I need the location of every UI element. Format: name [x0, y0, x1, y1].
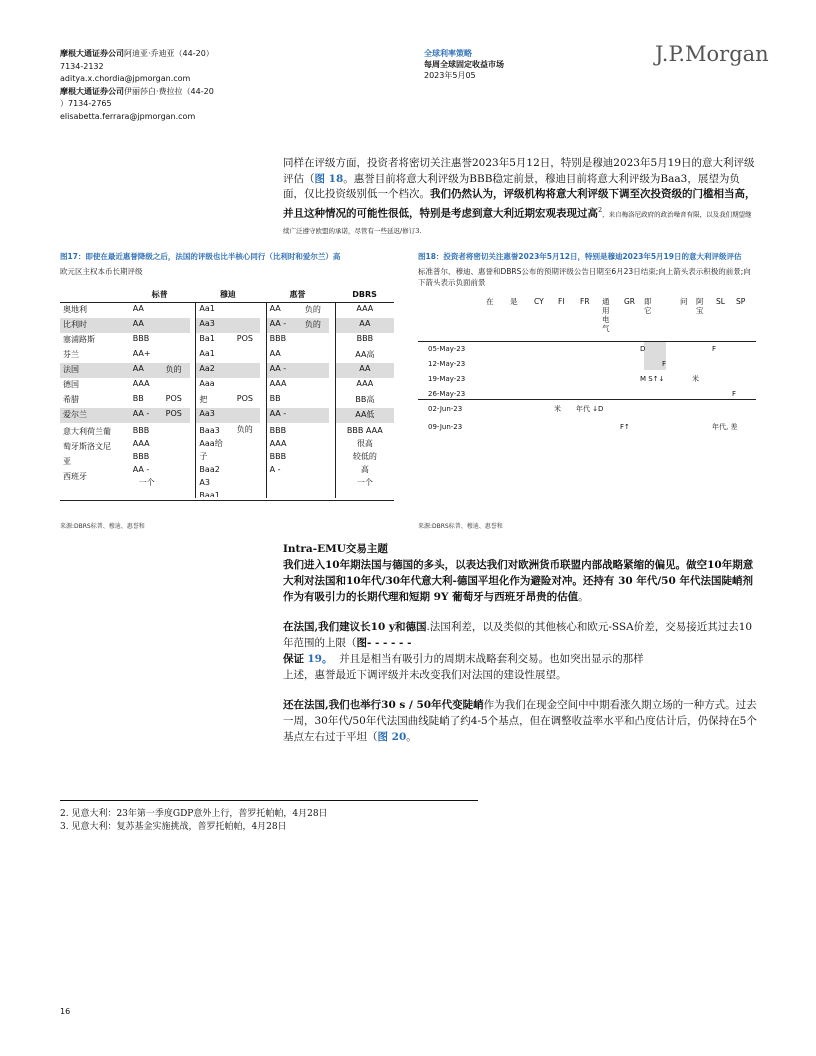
calendar-body — [418, 342, 756, 442]
para1-end: 。 — [578, 591, 589, 603]
author-phone: （44-20 — [182, 86, 214, 96]
calendar-column-header: 问 — [680, 297, 688, 306]
footnotes — [60, 808, 328, 833]
intro-text: 。惠誉目前将意大利评级为BBB稳定前景，穆迪目前将意大利评级为Baa3，展望为负面，仅比投资级别低一个档次。 — [283, 172, 740, 200]
col-header-fitch: 惠誉 — [289, 290, 306, 299]
cell-d: AA高 — [335, 348, 394, 363]
intro-footnote-text: ，来自梅洛尼政府的政治噪音有限，以及我们期望继续广泛遵守欧盟的承诺，尽管有一些延迟/修订3. — [283, 210, 752, 235]
calendar-date: 19-May-23 — [428, 375, 466, 383]
calendar-column-header: 通用电气 — [602, 297, 610, 333]
section-paragraph-3 — [283, 697, 759, 745]
report-title: 全球利率策略 — [424, 49, 472, 58]
cell-m: Aa3 — [196, 318, 234, 333]
report-date: 2023年5月05 — [424, 71, 476, 80]
calendar-event: 年代 ↓ — [576, 405, 599, 413]
cell-sp: AA - — [130, 408, 163, 423]
cell-m: Aa3 — [196, 408, 234, 423]
rating-calendar — [418, 293, 756, 442]
calendar-date: 09-Jun-23 — [428, 423, 463, 431]
para3-end: 。 — [406, 731, 417, 743]
figure-17-subtitle: 欧元区主权本币长期评级 — [60, 267, 143, 276]
cell-sp: BB — [132, 394, 144, 403]
calendar-column-header: FR — [580, 297, 590, 306]
para1-bold: 我们进入10年期法国与德国的多头，以表达我们对欧洲货币联盟内部战略紧缩的偏见。做空10年期意大利对法国和10年代/30年代意大利-德国平坦化作为避险对冲。还持有 30 年代/50 年代法国陡峭剂作为有吸引力的长期代理和短期 9Y 葡萄牙与西班牙昂贵的估值 — [283, 559, 754, 603]
calendar-column-header: 即它 — [644, 297, 652, 315]
cell-f-o — [302, 348, 329, 363]
calendar-event: D — [640, 345, 646, 353]
calendar-divider — [418, 399, 756, 400]
para2-text: .法国利差，以及类似的其他核心和欧元-SSA价差，交易接近其过去10年范围的上限（ — [283, 621, 753, 649]
figure-18-source: 来源:DBRS标普、穆迪、惠誉和 — [418, 523, 503, 530]
table-row — [60, 318, 394, 333]
cell-sp: AA — [130, 363, 163, 378]
calendar-date: 12-May-23 — [428, 360, 466, 368]
cell-m-o: POS — [236, 334, 253, 343]
calendar-event: M S↑↓ — [640, 375, 665, 383]
cell-sp: AA — [132, 304, 144, 313]
col-header-dbrs: DBRS — [352, 290, 377, 299]
calendar-column-header: FI — [558, 297, 565, 306]
author-name: 阿迪亚·乔迪亚 — [124, 49, 175, 58]
calendar-event: 米 — [554, 405, 561, 413]
table-row — [60, 378, 394, 393]
cell-sp-o — [163, 348, 190, 363]
tail-countries: 意大利荷兰葡 萄牙斯洛文尼 亚 西班牙 — [63, 427, 111, 481]
section-paragraph-2 — [283, 619, 759, 683]
figure-link[interactable]: 图- - - - - - — [356, 637, 412, 649]
cell-f-o — [302, 378, 329, 393]
intro-paragraph — [283, 156, 758, 239]
tail-moodys-outlook: 负的 — [236, 425, 253, 434]
figure-17-source: 来源:DBRS标普、穆迪、惠誉和 — [60, 523, 145, 530]
intro-text: 同样在评级方面，投资者将密切关注惠誉2023年5月12日，特别是穆迪2023年5月19日的意大利评级评估（ — [283, 157, 755, 185]
cell-sp: BBB — [132, 334, 150, 343]
cell-f-o: 负的 — [304, 305, 321, 314]
tail-fitch: BBB AAA BBB A - — [266, 423, 302, 498]
calendar-event: 米 — [692, 375, 699, 383]
cell-sp-o — [163, 378, 190, 393]
table-row — [60, 363, 394, 378]
cell-f: AA - — [266, 408, 302, 423]
cell-m: Ba1 — [196, 333, 234, 348]
cell-m: Aa1 — [196, 348, 234, 363]
para2-bold-2: 保证 — [283, 653, 304, 665]
cell-sp: AA — [130, 318, 163, 333]
calendar-date: 02-Jun-23 — [428, 405, 463, 413]
calendar-column-header: 是 — [510, 297, 518, 306]
calendar-event: D — [598, 405, 604, 413]
calendar-column-header: 阿宝 — [696, 297, 704, 315]
section-paragraph-1 — [283, 557, 759, 605]
table-row — [60, 303, 394, 319]
figure-17 — [60, 251, 400, 530]
cell-f-o — [302, 393, 329, 408]
para2-bold: 在法国,我们建议长10 y和德国 — [283, 621, 427, 633]
table-header — [60, 287, 394, 303]
cell-f: AA — [266, 348, 302, 363]
calendar-event: F — [712, 345, 717, 353]
figure-19-link[interactable]: 19。 — [307, 653, 333, 665]
author-phone: 7134-2132 — [60, 61, 104, 71]
cell-sp-o: 负的 — [163, 363, 190, 378]
cell-country: 芬兰 — [63, 350, 79, 359]
cell-m-o — [234, 378, 260, 393]
calendar-event: F — [732, 390, 737, 398]
cell-d: AA — [335, 318, 394, 333]
col-header-moodys: 穆迪 — [219, 290, 236, 299]
cell-f: AAA — [266, 378, 302, 393]
calendar-event: F — [662, 360, 667, 368]
cell-f-o — [302, 408, 329, 423]
calendar-column-header: 在 — [486, 297, 494, 306]
cell-f: AA — [266, 303, 302, 319]
heading-latin: Intra-EMU — [283, 543, 346, 555]
cell-country: 奥地利 — [63, 305, 87, 314]
calendar-column-header: CY — [534, 297, 544, 306]
cell-d: AA — [335, 363, 394, 378]
figure-20-link[interactable]: 图 20 — [377, 731, 407, 743]
cell-sp-o: POS — [165, 394, 182, 403]
ratings-table — [60, 287, 394, 498]
figure-18-subtitle: 标准普尔、穆迪、惠誉和DBRS公布的预期评级公告日期至6月23日结束;向上箭头表示积极的前景;向下箭头表示负面前景 — [418, 267, 751, 287]
figure-17-title: 图17：即使在最近惠誉降级之后，法国的评级也比半核心同行（比利时和爱尔兰）高 — [60, 252, 341, 261]
heading-cn: 交易主题 — [345, 543, 388, 555]
cell-sp-o — [163, 333, 190, 348]
footnote-mark[interactable]: 2 — [598, 205, 603, 214]
cell-d: BB高 — [335, 393, 394, 408]
calendar-column-header: SL — [716, 297, 725, 306]
report-subtitle: 每周全球固定收益市场 — [424, 60, 504, 69]
figure-18-title: 图18：投资者将密切关注惠誉2023年5月12日，特别是穆迪2023年5月19日的意大利评级评估 — [418, 252, 742, 261]
calendar-header — [418, 293, 756, 342]
cell-m-o — [234, 348, 260, 363]
cell-d: BBB — [335, 333, 394, 348]
calendar-event: F↑ — [620, 423, 630, 431]
author-name: 伊丽莎白·费拉拉 — [124, 86, 183, 96]
calendar-column-header: GR — [624, 297, 636, 306]
cell-f-o: 负的 — [302, 318, 329, 333]
cell-m-o — [234, 408, 260, 423]
cell-f-o — [302, 363, 329, 378]
report-info — [424, 48, 504, 81]
calendar-date: 26-May-23 — [428, 390, 466, 398]
cell-sp: AA+ — [132, 349, 151, 358]
table-tail-rows — [60, 423, 394, 498]
para3-bold: 还在法国,我们也举行30 s / 50年代变陡峭 — [283, 699, 484, 711]
calendar-event: 年代, 差 — [712, 423, 738, 431]
cell-country: 比利时 — [60, 318, 130, 333]
cell-m-o — [234, 363, 260, 378]
cell-m: Aa2 — [196, 363, 234, 378]
section-heading — [283, 541, 759, 557]
cell-country: 爱尔兰 — [60, 408, 130, 423]
cell-d: AA低 — [335, 408, 394, 423]
cell-m-o — [234, 318, 260, 333]
author-firm: 摩根大通证券公司 — [60, 49, 124, 58]
cell-sp-o — [163, 303, 190, 319]
tail-sp: BBB AAA BBB AA - 一个 — [132, 426, 155, 487]
intro-bold: 我们仍然认为，评级机构将意大利评级下调至次投资级的门槛相当高，并且这种情况的可能性很低，特别是考虑到意大利近期宏观表现过高 — [283, 188, 756, 219]
footnote-rule — [60, 800, 478, 801]
cell-sp: AAA — [132, 379, 150, 388]
tail-dbrs: BBB AAA 很高 较低的 高 一个 — [335, 423, 394, 498]
cell-country: 塞浦路斯 — [63, 335, 95, 344]
figure-18 — [418, 251, 758, 530]
author-block — [60, 48, 220, 123]
cell-m-o — [234, 303, 260, 319]
cell-country: 希腊 — [63, 395, 79, 404]
para2-text-2: 并且是相当有吸引力的周期末战略套利交易。也如突出显示的那样 — [339, 653, 644, 665]
author-phone: ）7134-2765 — [60, 99, 112, 108]
footnote-2: 2. 见意大利：23年第一季度GDP意外上行，普罗托帕帕，4月28日 — [60, 809, 328, 819]
cell-f: AA - — [266, 318, 302, 333]
cell-d: AAA — [335, 378, 394, 393]
cell-country: 德国 — [63, 380, 79, 389]
cell-m-o: POS — [236, 394, 253, 403]
author-phone: （44-20） — [174, 49, 214, 58]
para3-text: 作为我们在现金空间中中期看涨久期立场的一种方式。过去一周，30年代/50年代法国曲线陡峭了约4-5个基点，但在调整收益率水平和凸度估计后，仍保持在5个基点左右过于平坦（ — [283, 699, 757, 743]
figure-18-link[interactable]: 图 18 — [314, 172, 344, 185]
cell-f: AA - — [266, 363, 302, 378]
cell-f: BB — [266, 393, 302, 408]
author-firm: 摩根大通证券公司 — [60, 86, 124, 96]
cell-sp-o: POS — [163, 408, 190, 423]
table-row — [60, 393, 394, 408]
cell-m: Aa1 — [196, 303, 234, 319]
tail-moodys: Baa3 Aaa给 子 Baa2 A3 Baa1 — [196, 423, 234, 498]
cell-country: 法国 — [60, 363, 130, 378]
calendar-date: 05-May-23 — [428, 345, 466, 353]
page-number: 16 — [60, 1007, 71, 1016]
cell-m: Aaa — [196, 378, 234, 393]
calendar-column-header: SP — [736, 297, 746, 306]
table-row — [60, 408, 394, 423]
jpmorgan-logo: J.P.Morgan — [655, 42, 769, 66]
author-email[interactable]: aditya.x.chordia@jpmorgan.com — [60, 74, 191, 83]
author-email[interactable]: elisabetta.ferrara@jpmorgan.com — [60, 111, 196, 121]
footnote-3: 3. 见意大利：复苏基金实施挑战，普罗托帕帕，4月28日 — [60, 821, 287, 832]
table-row — [60, 333, 394, 348]
table-row — [60, 348, 394, 363]
cell-sp-o — [163, 318, 190, 333]
cell-f-o — [302, 333, 329, 348]
cell-d: AAA — [335, 303, 394, 319]
cell-m: 把 — [196, 393, 234, 408]
col-header-sp: 标普 — [151, 290, 168, 299]
cell-f: BBB — [266, 333, 302, 348]
para2-text-3: 上述，惠誉最近下调评级并未改变我们对法国的建设性展望。 — [283, 669, 567, 681]
